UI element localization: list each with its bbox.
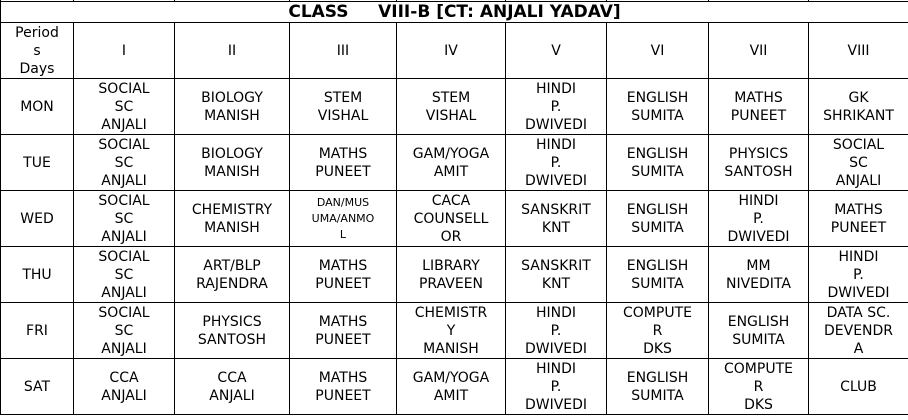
period-cell	[506, 79, 607, 135]
period-cell-text: LIBRARY PRAVEEN	[418, 257, 484, 292]
period-cell	[74, 79, 175, 135]
period-cell	[506, 303, 607, 359]
period-cell	[175, 303, 290, 359]
period-cell-text: ENGLISH SUMITA	[626, 145, 689, 180]
period-cell	[607, 191, 709, 247]
period-cell	[175, 359, 290, 415]
day-label: WED	[1, 191, 74, 247]
period-cell-text: CLUB	[840, 378, 877, 395]
period-cell	[175, 247, 290, 303]
period-cell	[290, 135, 397, 191]
period-cell-text: COMPUTE R DKS	[724, 360, 793, 413]
period-cell	[607, 359, 709, 415]
corner-label	[1, 23, 74, 79]
period-cell-text: GAM/YOGA AMIT	[412, 145, 490, 180]
period-cell-text: HINDI P. DWIVEDI	[827, 248, 890, 301]
table-row	[1, 135, 908, 191]
period-cell-text: ENGLISH SUMITA	[626, 89, 689, 124]
period-cell	[175, 79, 290, 135]
period-cell-text: PHYSICS SANTOSH	[724, 145, 793, 180]
period-cell	[506, 359, 607, 415]
period-cell-text: SOCIAL SC ANJALI	[98, 136, 150, 189]
period-cell-text: SANSKRIT KNT	[521, 257, 591, 292]
period-cell	[74, 303, 175, 359]
period-cell	[607, 247, 709, 303]
period-cell	[290, 247, 397, 303]
period-cell	[709, 135, 809, 191]
day-label: THU	[1, 247, 74, 303]
period-cell-text: CHEMISTR Y MANISH	[414, 304, 488, 357]
period-cell-text: CHEMISTRY MANISH	[191, 201, 273, 236]
period-cell	[709, 359, 809, 415]
period-cell	[397, 303, 506, 359]
period-cell	[809, 191, 908, 247]
period-cell-text: HINDI P. DWIVEDI	[524, 304, 588, 357]
period-cell	[290, 191, 397, 247]
period-cell-text: HINDI P. DWIVEDI	[727, 192, 790, 245]
period-cell	[397, 79, 506, 135]
period-cell-text: SOCIAL SC ANJALI	[832, 136, 885, 189]
table-row	[1, 359, 908, 415]
period-cell	[397, 135, 506, 191]
period-cell	[709, 79, 809, 135]
period-cell-text: ENGLISH SUMITA	[626, 257, 689, 292]
day-label: SAT	[1, 359, 74, 415]
period-cell	[607, 79, 709, 135]
period-cell	[290, 303, 397, 359]
period-cell	[397, 359, 506, 415]
period-cell	[607, 303, 709, 359]
period-cell-text: HINDI P. DWIVEDI	[524, 80, 588, 133]
period-cell	[506, 191, 607, 247]
period-cell	[175, 191, 290, 247]
period-header: I	[74, 23, 175, 79]
period-cell	[709, 303, 809, 359]
period-cell	[809, 247, 908, 303]
period-header: VII	[709, 23, 809, 79]
period-cell	[175, 135, 290, 191]
period-cell	[290, 359, 397, 415]
period-cell-text: DATA SC. DEVENDR A	[823, 304, 894, 357]
period-cell	[709, 247, 809, 303]
period-cell	[809, 135, 908, 191]
period-cell	[397, 191, 506, 247]
period-header: V	[506, 23, 607, 79]
period-cell-text: BIOLOGY MANISH	[201, 145, 263, 180]
table-row	[1, 303, 908, 359]
period-cell	[506, 247, 607, 303]
period-cell-text: GK SHRIKANT	[823, 89, 894, 124]
period-cell-text: HINDI P. DWIVEDI	[524, 136, 588, 189]
period-cell-text: MATHS PUNEET	[730, 89, 787, 124]
period-header: IV	[397, 23, 506, 79]
table-row	[1, 247, 908, 303]
table-row	[1, 191, 908, 247]
period-cell	[809, 359, 908, 415]
period-cell-text: MATHS PUNEET	[315, 145, 371, 180]
period-cell-text: ART/BLP RAJENDRA	[196, 257, 268, 292]
period-header: II	[175, 23, 290, 79]
period-cell-text: DAN/MUS UMA/ANMO L	[311, 195, 375, 241]
period-cell-text: MM NIVEDITA	[726, 257, 791, 292]
period-cell-text: CCA ANJALI	[101, 369, 147, 404]
period-header: VIII	[809, 23, 908, 79]
period-cell	[74, 191, 175, 247]
period-header: VI	[607, 23, 709, 79]
period-cell-text: HINDI P. DWIVEDI	[524, 360, 588, 413]
period-cell	[290, 79, 397, 135]
period-cell-text: CCA ANJALI	[209, 369, 255, 404]
period-cell	[809, 303, 908, 359]
period-cell-text: MATHS PUNEET	[315, 313, 371, 348]
period-cell-text: ENGLISH SUMITA	[626, 369, 689, 404]
period-cell-text: SOCIAL SC ANJALI	[98, 304, 150, 357]
period-header-row	[1, 23, 908, 79]
period-cell-text: SOCIAL SC ANJALI	[98, 192, 150, 245]
table-row	[1, 79, 908, 135]
period-cell-text: STEM VISHAL	[425, 89, 477, 124]
period-cell	[607, 135, 709, 191]
title-row	[1, 2, 908, 23]
period-cell	[397, 247, 506, 303]
period-cell	[74, 359, 175, 415]
period-cell	[709, 191, 809, 247]
period-cell	[809, 79, 908, 135]
period-cell-text: COMPUTE R DKS	[623, 304, 692, 357]
period-cell-text: BIOLOGY MANISH	[201, 89, 263, 124]
period-cell-text: SOCIAL SC ANJALI	[98, 248, 150, 301]
period-cell-text: CACA COUNSELL OR	[413, 192, 489, 245]
day-label: TUE	[1, 135, 74, 191]
period-cell-text: GAM/YOGA AMIT	[412, 369, 490, 404]
period-cell-text: MATHS PUNEET	[830, 201, 887, 236]
period-cell	[506, 135, 607, 191]
period-cell-text: PHYSICS SANTOSH	[197, 313, 267, 348]
page-title: CLASS VIII-B [CT: ANJALI YADAV]	[1, 2, 908, 23]
period-cell-text: MATHS PUNEET	[315, 257, 371, 292]
day-label: MON	[1, 79, 74, 135]
period-header: III	[290, 23, 397, 79]
period-cell-text: MATHS PUNEET	[315, 369, 371, 404]
corner-label-text: Period s Days	[15, 24, 59, 77]
period-cell-text: SOCIAL SC ANJALI	[98, 80, 150, 133]
period-cell-text: ENGLISH SUMITA	[626, 201, 689, 236]
period-cell	[74, 135, 175, 191]
period-cell	[74, 247, 175, 303]
day-label: FRI	[1, 303, 74, 359]
period-cell-text: STEM VISHAL	[317, 89, 369, 124]
period-cell-text: SANSKRIT KNT	[521, 201, 591, 236]
period-cell-text: ENGLISH SUMITA	[727, 313, 790, 348]
